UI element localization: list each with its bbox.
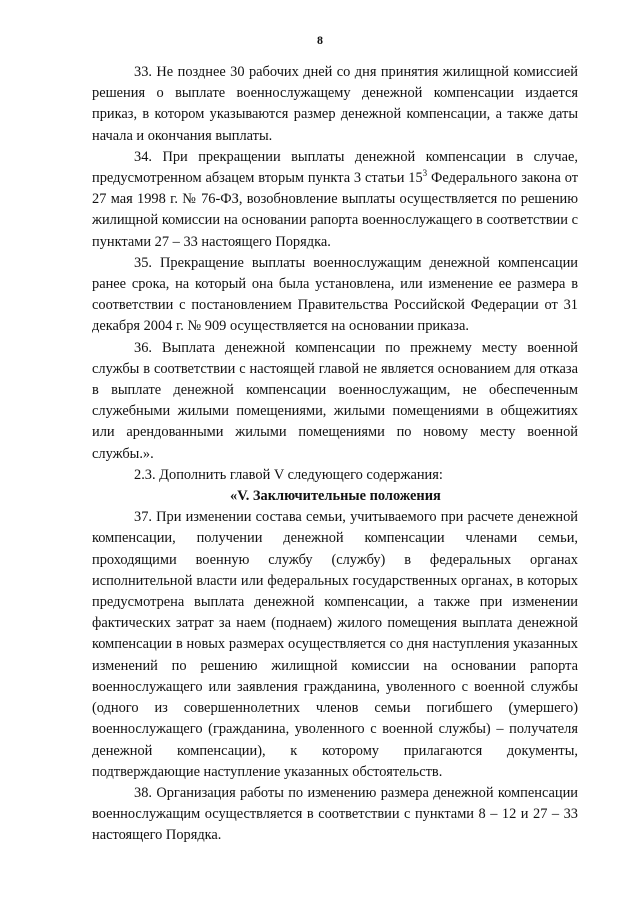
paragraph-34 [92, 147, 578, 253]
paragraph-34-start: 34. При прекращении выплаты денежной компенсации в случае, предусмотренном абзацем вторым пункта 3 статьи 15 [92, 148, 578, 187]
paragraph-35: 35. Прекращение выплаты военнослужащим денежной компенсации ранее срока, на который она была установлена, или изменение ее размера в соответствии с постановлением Правительства Российской Федерации от 31 декабря 2004 г. № 909 осуществляется на основании приказа. [92, 254, 578, 335]
paragraph-36: 36. Выплата денежной компенсации по прежнему месту военной службы в соответствии с настоящей главой не является основанием для отказа в выплате денежной компенсации военнослужащим, не обеспеченным служебными жилыми помещениями, жилыми помещениями в общежитиях или арендованными жилыми помещениями по новому месту военной службы.». [92, 339, 578, 462]
paragraph-37: 37. При изменении состава семьи, учитываемого при расчете денежной компенсации, получении денежной компенсации членами семьи, проходящими военную службу (службу) в федеральных органах исполнительной власти или федеральных государственных органах, в которых предусмотрена выплата денежной компенсации, а также при изменении фактических затрат за наем (поднаем) жилого помещения выплата денежной компенсации в новых размерах осуществляется со дня наступления указанных изменений по решению жилищной комиссии на основании рапорта военнослужащего или заявления гражданина, уволенного с военной службы (одного из совершеннолетних членов семьи погибшего (умершего) военнослужащего (гражданина, уволенного с военной службы) – получателя денежной компенсации), к которому прилагаются документы, подтверждающие наступление указанных обстоятельств. [92, 509, 578, 780]
page-number: 8 [317, 33, 323, 47]
chapter-heading: «V. Заключительные положения [230, 488, 441, 505]
paragraph-33: 33. Не позднее 30 рабочих дней со дня принятия жилищной комиссией решения о выплате военнослужащему денежной компенсации издается приказ, в котором указываются размер денежной компенсации, а также даты начала и окончания выплаты. [92, 64, 578, 144]
article-superscript: 3 [422, 168, 428, 179]
paragraph-2-3: 2.3. Дополнить главой V следующего содержания: [134, 466, 443, 483]
paragraph-38: 38. Организация работы по изменению размера денежной компенсации военнослужащим осуществляется в соответствии с пунктами 8 – 12 и 27 – 33 настоящего Порядка. [92, 784, 578, 844]
paragraph-34-end: Федерального закона от 27 мая 1998 г. № 76-ФЗ, возобновление выплаты осуществляется по решению жилищной комиссии на основании рапорта военнослужащего в соответствии с пунктами 27 – 33 настоящего Порядка. [92, 170, 578, 250]
document-body [92, 62, 578, 847]
